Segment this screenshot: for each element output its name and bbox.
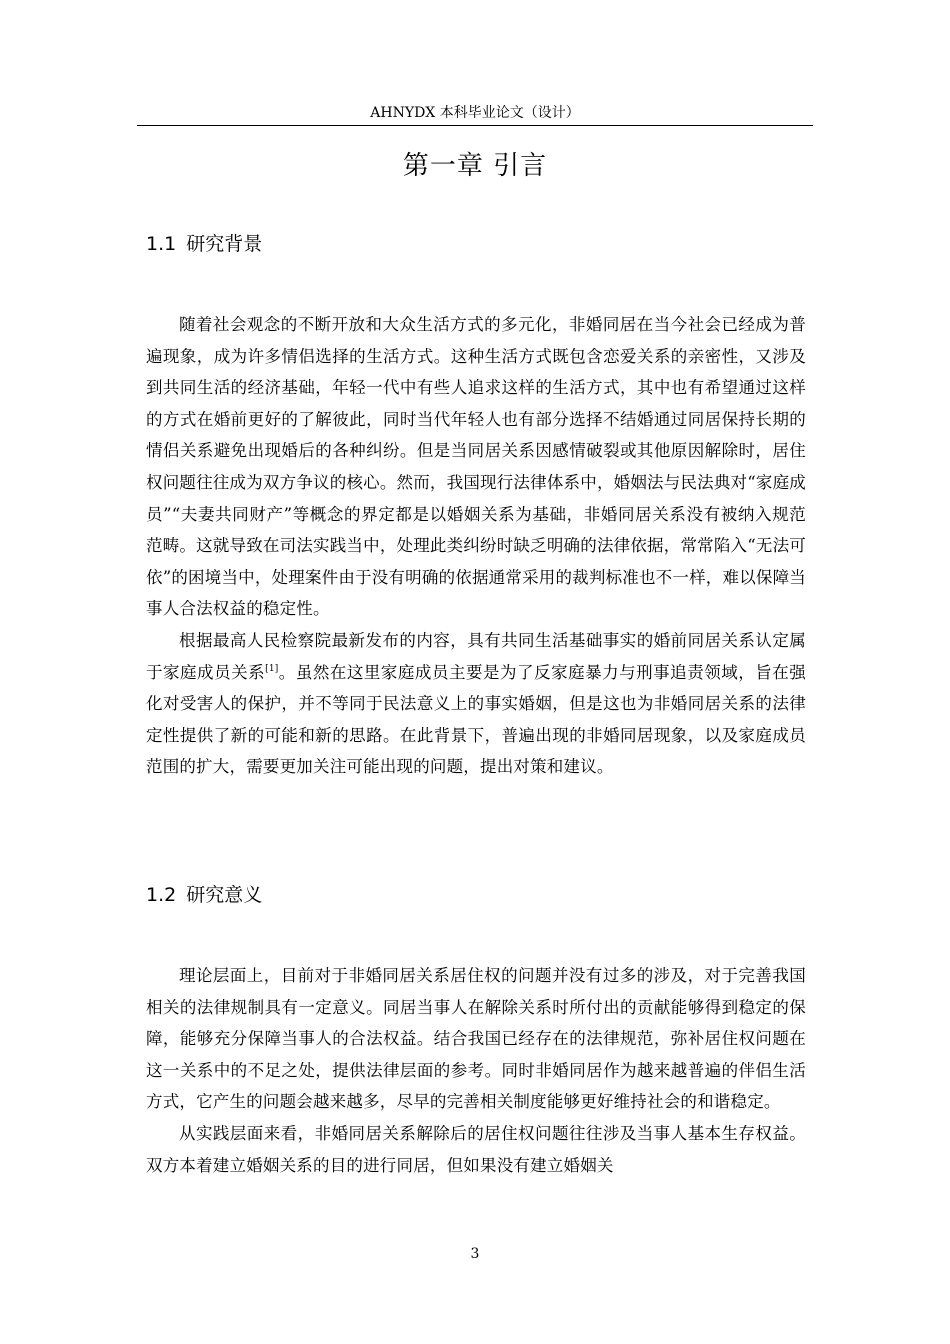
chapter-title: 第一章 引言	[402, 151, 548, 181]
section-heading-background	[146, 229, 262, 259]
section-number: 1.1	[146, 233, 177, 255]
section-body-significance	[146, 960, 806, 1181]
paragraph: 从实践层面来看，非婚同居关系解除后的居住权问题往往涉及当事人基本生存权益。双方本着建立婚姻关系的目的进行同居，但如果没有建立婚姻关	[146, 1123, 806, 1175]
paragraph: 随着社会观念的不断开放和大众生活方式的多元化，非婚同居在当今社会已经成为普遍现象，成为许多情侣选择的生活方式。这种生活方式既包含恋爱关系的亲密性，又涉及到共同生活的经济基础，年轻一代中有些人追求这样的生活方式，其中也有希望通过这样的方式在婚前更好的了解彼此，同时当代年轻人也有部分选择不结婚通过同居保持长期的情侣关系避免出现婚后的各种纠纷。但是当同居关系因感情破裂或其他原因解除时，居住权问题往往成为双方争议的核心。然而，我国现行法律体系中，婚姻法与民法典对“家庭成员”“夫妻共同财产”等概念的界定都是以婚姻关系为基础，非婚同居关系没有被纳入规范范畴。这就导致在司法实践当中，处理此类纠纷时缺乏明确的法律依据，常常陷入“无法可依”的困境当中，处理案件由于没有明确的依据通常采用的裁判标准也不一样，难以保障当事人合法权益的稳定性。	[146, 315, 806, 619]
section-number: 1.2	[146, 884, 177, 906]
paragraph-text: 。虽然在这里家庭成员主要是为了反家庭暴力与刑事追责领域，旨在强化对受害人的保护，并不等同于民法意义上的事实婚姻，但是这也为非婚同居关系的法律定性提供了新的可能和新的思路。在此背景下，普遍出现的非婚同居现象，以及家庭成员范围的扩大，需要更加关注可能出现的问题，提出对策和建议。	[146, 662, 806, 777]
section-title: 研究意义	[186, 884, 263, 906]
running-header	[137, 102, 813, 126]
running-header-title: AHNYDX 本科毕业论文（设计）	[370, 105, 580, 121]
paragraph-text: 根据最高人民检察院最新发布的内容，具有共同生活基础事实的婚前同居关系认定属于家庭成员关系	[146, 630, 806, 682]
paragraph: 理论层面上，目前对于非婚同居关系居住权的问题并没有过多的涉及，对于完善我国相关的法律规制具有一定意义。同居当事人在解除关系时所付出的贡献能够得到稳定的保障，能够充分保障当事人的合法权益。结合我国已经存在的法律规范，弥补居住权问题在这一关系中的不足之处，提供法律层面的参考。同时非婚同居作为越来越普遍的伴侣生活方式，它产生的问题会越来越多，尽早的完善相关制度能够更好维持社会的和谐稳定。	[146, 966, 806, 1112]
citation-marker: [1]	[265, 663, 279, 674]
paragraph	[146, 625, 806, 783]
page-number: 3	[470, 1246, 480, 1262]
section-heading-significance	[146, 880, 262, 910]
section-body-background	[146, 309, 806, 783]
section-title: 研究背景	[186, 233, 263, 255]
